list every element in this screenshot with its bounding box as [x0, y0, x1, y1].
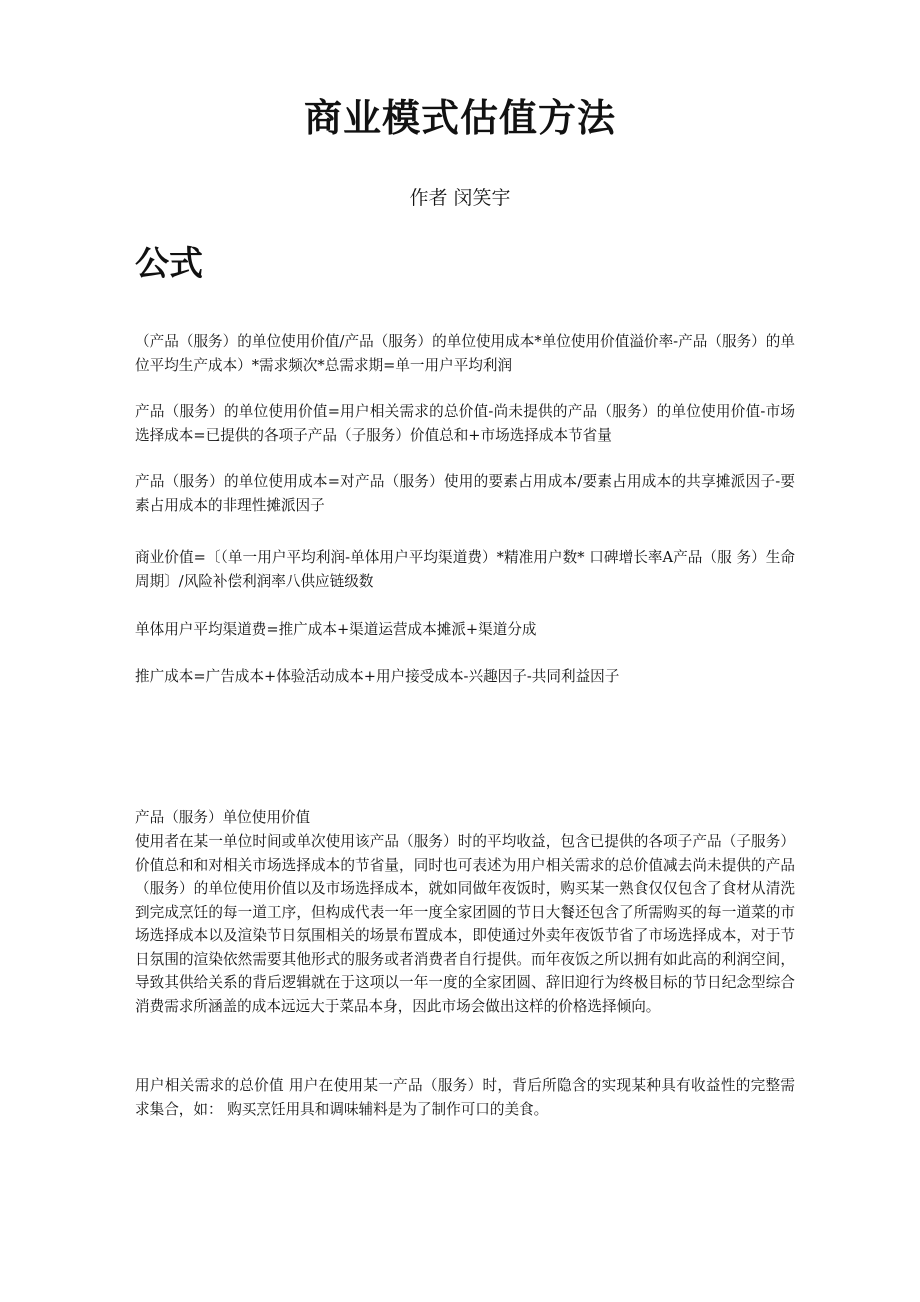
- formula-paragraph: 商业价值=〔（单一用户平均利润-单体用户平均渠道费）*精准用户数* 口碑增长率A产品（服 务）生命周期〕/风险补偿利润率八供应链级数: [135, 549, 795, 590]
- document-title: 商业模式估值方法: [303, 96, 616, 140]
- definition-paragraph: 使用者在某一单位时间或单次使用该产品（服务）时的平均收益，包含已提供的各项子产品（子服务）价值总和和对相关市场选择成本的节省量，同时也可表述为用户相关需求的总价值减去尚未提供的产品（服务）的单位使用价值以及市场选择成本，就如同做年夜饭时，购买某一熟食仅仅包含了食材从清洗到完成烹饪的每一道工序，但构成代表一年一度全家团圆的节日大餐还包含了所需购买的每一道菜的市场选择成本以及渲染节日氛围相关的场景布置成本，即使通过外卖年夜饭节省了市场选择成本，对于节日氛围的渲染依然需要其他形式的服务或者消费者自行提供。而年夜饭之所以拥有如此高的利润空间，导致其供给关系的背后逻辑就在于这项以一年一度的全家团圆、辞旧迎行为终极目标的节日纪念型综合消费需求所涵盖的成本远远大于菜品本身，因此市场会做出这样的价格选择倾向。: [135, 833, 795, 1015]
- formula-paragraph: 推广成本=广告成本+体验活动成本+用户接受成本-兴趣因子-共同利益因子: [135, 668, 620, 685]
- definition-paragraph: 用户相关需求的总价值 用户在使用某一产品（服务）时，背后所隐含的实现某种具有收益性的完整需求集合，如： 购买烹饪用具和调味辅料是为了制作可口的美食。: [135, 1077, 795, 1118]
- formula-paragraph: （产品（服务）的单位使用价值/产品（服务）的单位使用成本*单位使用价值溢价率-产品（服务）的单位平均生产成本）*需求频次*总需求期=单一用户平均利润: [135, 333, 795, 374]
- formula-paragraph: 产品（服务）的单位使用成本=对产品（服务）使用的要素占用成本/要素占用成本的共享摊派因子-要素占用成本的非理性摊派因子: [135, 473, 795, 514]
- section-heading-formulas: 公式: [135, 244, 203, 284]
- formula-paragraph: 产品（服务）的单位使用价值=用户相关需求的总价值-尚未提供的产品（服务）的单位使用价值-市场选择成本=已提供的各项子产品（子服务）价值总和+市场选择成本节省量: [135, 403, 795, 444]
- document-author: 作者 闵笑宇: [409, 187, 511, 209]
- definition-heading: 产品（服务）单位使用价值: [135, 809, 311, 826]
- formula-paragraph: 单体用户平均渠道费=推广成本+渠道运营成本摊派+渠道分成: [135, 621, 537, 638]
